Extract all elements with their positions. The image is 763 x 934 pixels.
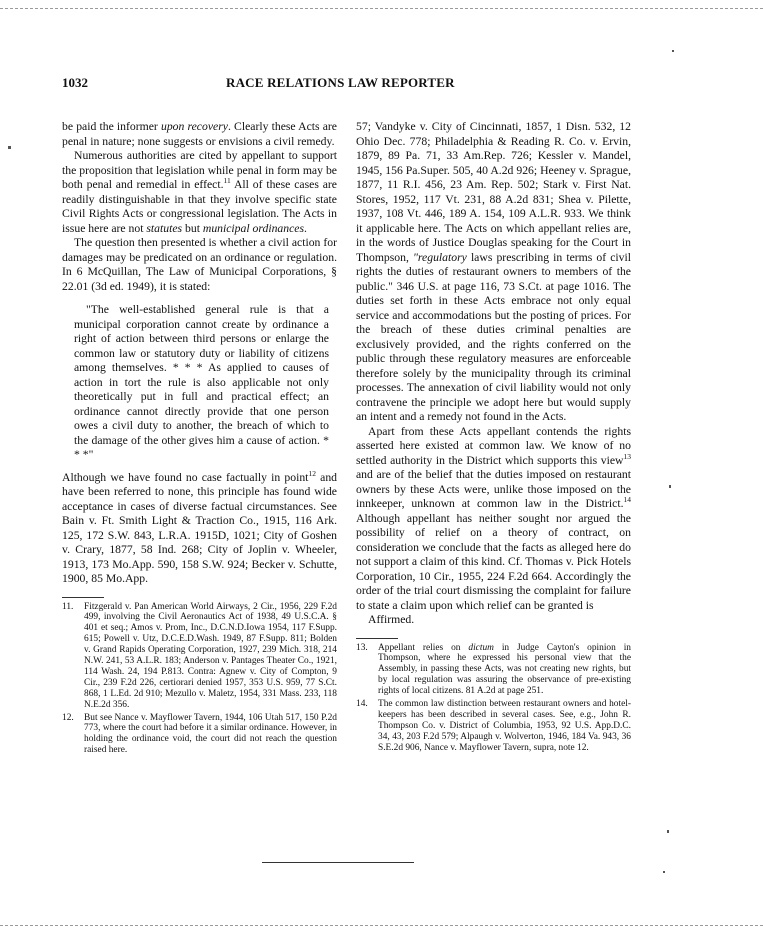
page-number: 1032 — [62, 75, 88, 90]
right-column — [356, 120, 631, 756]
paragraph: Numerous authorities are cited by appellant to support the proposition that legislation while penal in form may be both penal and remedial in effect.$^{11}$ All of these cases are readily distinguishable in that they involve specific state Civil Rights Acts or congressional legislation. The Acts in issue here are not statutes but municipal ordinances. — [62, 149, 337, 235]
footnote-text: But see Nance v. Mayflower Tavern, 1944, 106 Utah 517, 150 P.2d 773, where the court had before it a similar ordinance. However, in holding the ordinance void, the court did not reach the question raised here. — [84, 712, 337, 756]
footnote — [356, 643, 631, 698]
footnote — [62, 602, 337, 711]
footnote-number: 14. — [356, 699, 368, 710]
scan-speck — [672, 50, 674, 52]
page-bottom-border — [0, 925, 763, 926]
end-rule — [262, 862, 414, 863]
footnote-ref[interactable]: 11 — [223, 176, 231, 186]
paragraph: 57; Vandyke v. City of Cincinnati, 1857, 1 Disn. 532, 12 Ohio Dec. 778; Philadelphia & Reading R. Co. v. Ervin, 1879, 89 Pa. 71, 33 Am.Rep. 726; Kessler v. Mandel, 1945, 156 Pa.Super. 505, 40 A.2d 926; Heeney v. Sprague, 1877, 11 R.I. 456, 23 Am. Rep. 502; Stark v. First Nat. Stores, 1952, 117 Vt. 231, 88 A.2d 831; Shea v. Pilette, 1937, 108 Vt. 446, 189 A. 154, 109 A.L.R. 933. We think it applicable here. The Acts on which appellant relies are, in the words of Justice Douglas speaking for the Court in Thompson, "regulatory laws prescribing in terms of civil rights the duties of restaurant owners to members of the public." 346 U.S. at page 116, 73 S.Ct. at page 1016. The duties set forth in these Acts embrace not only equal service and accommodations but the posting of prices. For the breach of these duties criminal penalties are exclusively provided, and the rights conferred on the public through these regulatory measures are enforceable therefore solely by the municipality through its criminal processes. The annexation of civil liability would not only contravene the principle we adopt here but would supply an intent and a remedy not found in the Acts. — [356, 120, 631, 423]
footnote-number: 11. — [62, 601, 74, 612]
footnote-text: Appellant relies on dictum in Judge Cayton's opinion in Thompson, where he expressed his personal view that the Assembly, in passing these Acts, was not creating new rights, but by local regulation was assuring the observance of pre-existing rights of local citizens. 81 A.2d at page 251. — [378, 642, 631, 697]
block-quote: "The well-established general rule is that a municipal corporation cannot create by ordinance a right of action between third persons or enlarge the common law or statutory duty or liability of citizens among themselves. * * * As applied to causes of action in tort the rule is also applicable not only theoretically put in full and practical effect; an ordinance cannot directly provide that one person owes a civil duty to another, the breach of which to the damage of the other gives him a cause of action. * * *" — [74, 303, 329, 461]
scan-speck — [667, 830, 669, 833]
footnote-text: Fitzgerald v. Pan American World Airways, 2 Cir., 1956, 229 F.2d 499, involving the Civil Aeronautics Act of 1938, 49 U.S.C.A. § 401 et seq.; Amos v. Prom, Inc., D.C.N.D.Iowa 1954, 117 F.Supp. 615; Powell v. Utz, D.C.E.D.Wash. 1949, 87 F.Supp. 811; Bolden v. Grand Rapids Operating Corporation, 1927, 239 Mich. 318, 214 N.W. 241, 53 A.L.R. 183; Anderson v. Pantages Theater Co., 1921, 114 Wash. 24, 194 P.813. Contra: Agnew v. City of Compton, 9 Cir., 239 F.2d 226, certiorari denied 1957, 353 U.S. 959, 77 S.Ct. 868, 1 L.Ed. 2d 910; Mezullo v. Maletz, 1954, 331 Mass. 233, 118 N.E.2d 356. — [84, 601, 337, 710]
paragraph: Apart from these Acts appellant contends the rights asserted here existed at common law. We know of no settled authority in the District which supports this view$^{13}$ and are of the belief that the duties imposed on restaurant owners by these Acts were, unlike those imposed on the innkeeper, unknown at common law in the District.$^{14}$ Although appellant has neither sought nor argued the possibility of relief on a theory of contract, on consideration we conclude that the facts as alleged here do not support a claim of this kind. Cf. Thomas v. Pick Hotels Corporation, 10 Cir., 1955, 224 F.2d 664. Accordingly the order of the trial court dismissing the complaint for failure to state a claim upon which relief can be granted is — [356, 424, 631, 612]
left-column — [62, 120, 337, 758]
paragraph: Although we have found no case factually in point$^{12}$ and have been referred to none, this principle has found wide acceptance in cases of diverse factual circumstances. See Bain v. Ft. Smith Light & Traction Co., 1915, 116 Ark. 125, 172 S.W. 843, L.R.A. 1915D, 1021; City of Goshen v. Crary, 1877, 58 Ind. 268; City of Joplin v. Wheeler, 1913, 173 Mo.App. 590, 158 S.W. 924; Becker v. Schutte, 1900, 85 Mo.App. — [62, 468, 338, 585]
running-title: RACE RELATIONS LAW REPORTER — [226, 75, 455, 90]
footnote-number: 13. — [356, 642, 368, 653]
footnote-number: 12. — [62, 712, 74, 723]
paragraph: be paid the informer upon recovery. Clearly these Acts are penal in nature; none suggests or envisions a civil remedy. — [62, 120, 337, 148]
page-top-border — [0, 8, 763, 9]
scan-speck — [663, 871, 665, 873]
paragraph: The question then presented is whether a civil action for damages may be predicated on an ordinance or regulation. In 6 McQuillan, The Law of Municipal Corporations, § 22.01 (3d ed. 1949), it is stated: — [62, 236, 337, 293]
footnote-ref[interactable]: 13 — [623, 451, 631, 461]
footnote-ref[interactable]: 12 — [308, 468, 316, 478]
footnote-text: The common law distinction between restaurant owners and hotel-keepers has been described in several cases. See, e.g., John R. Thompson Co. v. District of Columbia, 1953, 92 U.S. App.D.C. 34, 43, 203 F.2d 579; Alpaugh v. Wolverton, 1946, 184 Va. 943, 36 S.E.2d 906, Nance v. Mayflower Tavern, supra, note 12. — [378, 699, 631, 753]
footnotes — [62, 602, 337, 757]
footnote — [62, 713, 337, 757]
footnote-divider — [62, 597, 104, 598]
footnote-ref[interactable]: 14 — [623, 495, 631, 505]
footnote-divider — [356, 638, 398, 639]
scan-speck — [669, 485, 671, 488]
footnotes — [356, 643, 631, 754]
footnote — [356, 699, 631, 754]
disposition: Affirmed. — [368, 613, 415, 626]
scan-speck — [8, 146, 11, 149]
